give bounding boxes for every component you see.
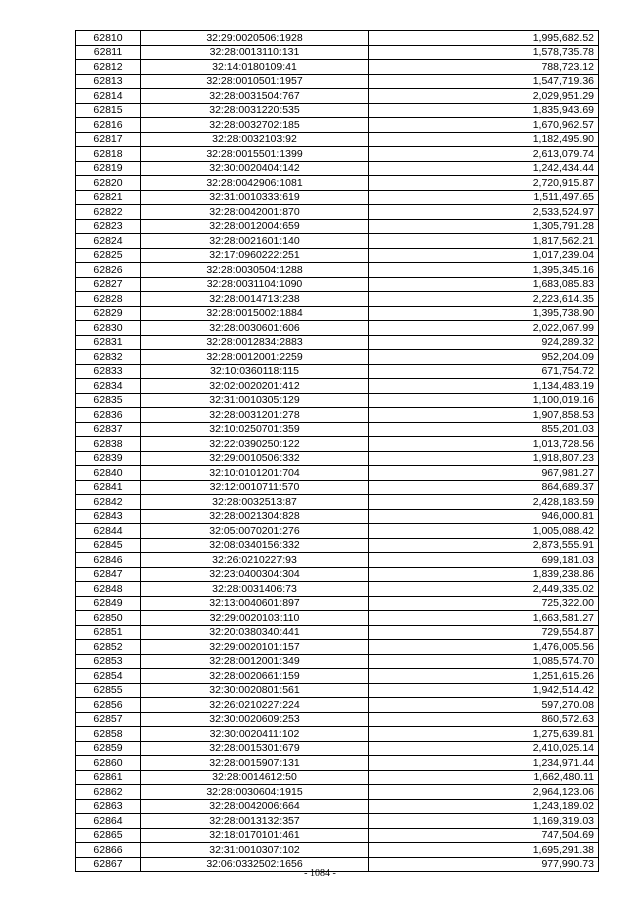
row-number-cell: 62820 <box>76 176 141 191</box>
cadastral-number-cell: 32:05:0070201:276 <box>141 524 369 539</box>
amount-cell: 952,204.09 <box>369 350 599 365</box>
cadastral-number-cell: 32:29:0020101:157 <box>141 640 369 655</box>
row-number-cell: 62834 <box>76 379 141 394</box>
cadastral-number-cell: 32:31:0010333:619 <box>141 190 369 205</box>
table-row <box>76 292 599 307</box>
amount-cell: 1,578,735.78 <box>369 45 599 60</box>
row-number-cell: 62811 <box>76 45 141 60</box>
amount-cell: 1,547,719.36 <box>369 74 599 89</box>
table-row <box>76 190 599 205</box>
cadastral-number-cell: 32:29:0020103:110 <box>141 611 369 626</box>
row-number-cell: 62835 <box>76 393 141 408</box>
cadastral-number-cell: 32:28:0012004:659 <box>141 219 369 234</box>
cadastral-number-cell: 32:02:0020201:412 <box>141 379 369 394</box>
row-number-cell: 62817 <box>76 132 141 147</box>
cadastral-number-cell: 32:10:0360118:115 <box>141 364 369 379</box>
amount-cell: 864,689.37 <box>369 480 599 495</box>
cadastral-number-cell: 32:29:0010506:332 <box>141 451 369 466</box>
table-body <box>76 31 599 872</box>
cadastral-number-cell: 32:06:0332502:1656 <box>141 857 369 872</box>
cadastral-number-cell: 32:08:0340156:332 <box>141 538 369 553</box>
cadastral-number-cell: 32:28:0015907:131 <box>141 756 369 771</box>
row-number-cell: 62840 <box>76 466 141 481</box>
table-row <box>76 350 599 365</box>
row-number-cell: 62850 <box>76 611 141 626</box>
amount-cell: 699,181.03 <box>369 553 599 568</box>
cadastral-number-cell: 32:31:0010307:102 <box>141 843 369 858</box>
cadastral-number-cell: 32:28:0015301:679 <box>141 741 369 756</box>
amount-cell: 2,223,614.35 <box>369 292 599 307</box>
table-row <box>76 234 599 249</box>
cadastral-number-cell: 32:28:0030504:1288 <box>141 263 369 278</box>
table-row <box>76 31 599 46</box>
amount-cell: 1,005,088.42 <box>369 524 599 539</box>
cadastral-number-cell: 32:30:0020404:142 <box>141 161 369 176</box>
cadastral-number-cell: 32:22:0390250:122 <box>141 437 369 452</box>
table-row <box>76 132 599 147</box>
cadastral-number-cell: 32:28:0020661:159 <box>141 669 369 684</box>
row-number-cell: 62815 <box>76 103 141 118</box>
cadastral-number-cell: 32:28:0032702:185 <box>141 118 369 133</box>
cadastral-number-cell: 32:30:0020609:253 <box>141 712 369 727</box>
cadastral-number-cell: 32:28:0032513:87 <box>141 495 369 510</box>
table-row <box>76 524 599 539</box>
table-row <box>76 611 599 626</box>
row-number-cell: 62829 <box>76 306 141 321</box>
amount-cell: 1,134,483.19 <box>369 379 599 394</box>
amount-cell: 946,000.81 <box>369 509 599 524</box>
table-row <box>76 335 599 350</box>
row-number-cell: 62847 <box>76 567 141 582</box>
amount-cell: 788,723.12 <box>369 60 599 75</box>
table-row <box>76 596 599 611</box>
table-row <box>76 654 599 669</box>
cadastral-number-cell: 32:28:0030601:606 <box>141 321 369 336</box>
row-number-cell: 62813 <box>76 74 141 89</box>
amount-cell: 2,720,915.87 <box>369 176 599 191</box>
amount-cell: 1,835,943.69 <box>369 103 599 118</box>
cadastral-number-cell: 32:28:0031201:278 <box>141 408 369 423</box>
amount-cell: 1,305,791.28 <box>369 219 599 234</box>
row-number-cell: 62858 <box>76 727 141 742</box>
amount-cell: 977,990.73 <box>369 857 599 872</box>
amount-cell: 1,100,019.16 <box>369 393 599 408</box>
amount-cell: 2,873,555.91 <box>369 538 599 553</box>
amount-cell: 1,662,480.11 <box>369 770 599 785</box>
row-number-cell: 62856 <box>76 698 141 713</box>
amount-cell: 597,270.08 <box>369 698 599 713</box>
amount-cell: 1,995,682.52 <box>369 31 599 46</box>
row-number-cell: 62867 <box>76 857 141 872</box>
row-number-cell: 62849 <box>76 596 141 611</box>
row-number-cell: 62827 <box>76 277 141 292</box>
cadastral-number-cell: 32:28:0031504:767 <box>141 89 369 104</box>
row-number-cell: 62857 <box>76 712 141 727</box>
cadastral-number-cell: 32:28:0031406:73 <box>141 582 369 597</box>
cadastral-number-cell: 32:26:0210227:224 <box>141 698 369 713</box>
cadastral-number-cell: 32:28:0030604:1915 <box>141 785 369 800</box>
row-number-cell: 62864 <box>76 814 141 829</box>
cadastral-number-cell: 32:28:0042006:664 <box>141 799 369 814</box>
row-number-cell: 62842 <box>76 495 141 510</box>
row-number-cell: 62825 <box>76 248 141 263</box>
row-number-cell: 62866 <box>76 843 141 858</box>
cadastral-number-cell: 32:30:0020411:102 <box>141 727 369 742</box>
table-row <box>76 814 599 829</box>
row-number-cell: 62819 <box>76 161 141 176</box>
amount-cell: 2,533,524.97 <box>369 205 599 220</box>
table-row <box>76 118 599 133</box>
amount-cell: 855,201.03 <box>369 422 599 437</box>
cadastral-number-cell: 32:20:0380340:441 <box>141 625 369 640</box>
amount-cell: 1,395,738.90 <box>369 306 599 321</box>
table-row <box>76 408 599 423</box>
amount-cell: 1,275,639.81 <box>369 727 599 742</box>
table-row <box>76 321 599 336</box>
amount-cell: 2,022,067.99 <box>369 321 599 336</box>
row-number-cell: 62844 <box>76 524 141 539</box>
table-row <box>76 364 599 379</box>
cadastral-number-cell: 32:28:0042001:870 <box>141 205 369 220</box>
cadastral-number-cell: 32:28:0014713:238 <box>141 292 369 307</box>
amount-cell: 1,085,574.70 <box>369 654 599 669</box>
row-number-cell: 62853 <box>76 654 141 669</box>
cadastral-number-cell: 32:10:0101201:704 <box>141 466 369 481</box>
amount-cell: 1,243,189.02 <box>369 799 599 814</box>
amount-cell: 1,817,562.21 <box>369 234 599 249</box>
cadastral-number-cell: 32:13:0040601:897 <box>141 596 369 611</box>
table-row <box>76 828 599 843</box>
row-number-cell: 62832 <box>76 350 141 365</box>
table-row <box>76 60 599 75</box>
row-number-cell: 62862 <box>76 785 141 800</box>
amount-cell: 1,169,319.03 <box>369 814 599 829</box>
row-number-cell: 62863 <box>76 799 141 814</box>
table-row <box>76 161 599 176</box>
table-row <box>76 495 599 510</box>
table-row <box>76 538 599 553</box>
table-row <box>76 147 599 162</box>
row-number-cell: 62851 <box>76 625 141 640</box>
row-number-cell: 62852 <box>76 640 141 655</box>
table-row <box>76 567 599 582</box>
row-number-cell: 62814 <box>76 89 141 104</box>
row-number-cell: 62821 <box>76 190 141 205</box>
row-number-cell: 62828 <box>76 292 141 307</box>
row-number-cell: 62823 <box>76 219 141 234</box>
amount-cell: 1,017,239.04 <box>369 248 599 263</box>
cadastral-number-cell: 32:28:0012001:2259 <box>141 350 369 365</box>
table-row <box>76 640 599 655</box>
table-row <box>76 219 599 234</box>
table-row <box>76 669 599 684</box>
amount-cell: 1,251,615.26 <box>369 669 599 684</box>
table-row <box>76 45 599 60</box>
amount-cell: 1,182,495.90 <box>369 132 599 147</box>
data-table <box>75 30 599 872</box>
amount-cell: 1,395,345.16 <box>369 263 599 278</box>
row-number-cell: 62848 <box>76 582 141 597</box>
amount-cell: 2,964,123.06 <box>369 785 599 800</box>
cadastral-number-cell: 32:17:0960222:251 <box>141 248 369 263</box>
table-row <box>76 263 599 278</box>
amount-cell: 860,572.63 <box>369 712 599 727</box>
row-number-cell: 62822 <box>76 205 141 220</box>
table-row <box>76 89 599 104</box>
table-row <box>76 451 599 466</box>
row-number-cell: 62833 <box>76 364 141 379</box>
table-row <box>76 698 599 713</box>
amount-cell: 1,839,238.86 <box>369 567 599 582</box>
cadastral-number-cell: 32:28:0021601:140 <box>141 234 369 249</box>
row-number-cell: 62812 <box>76 60 141 75</box>
cadastral-number-cell: 32:30:0020801:561 <box>141 683 369 698</box>
cadastral-number-cell: 32:29:0020506:1928 <box>141 31 369 46</box>
table-row <box>76 103 599 118</box>
amount-cell: 2,449,335.02 <box>369 582 599 597</box>
cadastral-number-cell: 32:28:0012834:2883 <box>141 335 369 350</box>
table-row <box>76 509 599 524</box>
row-number-cell: 62838 <box>76 437 141 452</box>
table-row <box>76 466 599 481</box>
table-row <box>76 683 599 698</box>
amount-cell: 1,907,858.53 <box>369 408 599 423</box>
row-number-cell: 62810 <box>76 31 141 46</box>
amount-cell: 1,683,085.83 <box>369 277 599 292</box>
table-row <box>76 741 599 756</box>
page-number: - 1084 - <box>304 868 336 879</box>
cadastral-number-cell: 32:31:0010305:129 <box>141 393 369 408</box>
amount-cell: 2,410,025.14 <box>369 741 599 756</box>
amount-cell: 2,613,079.74 <box>369 147 599 162</box>
row-number-cell: 62845 <box>76 538 141 553</box>
amount-cell: 729,554.87 <box>369 625 599 640</box>
cadastral-number-cell: 32:26:0210227:93 <box>141 553 369 568</box>
table-row <box>76 785 599 800</box>
cadastral-number-cell: 32:28:0015002:1884 <box>141 306 369 321</box>
row-number-cell: 62859 <box>76 741 141 756</box>
table-row <box>76 176 599 191</box>
row-number-cell: 62826 <box>76 263 141 278</box>
amount-cell: 1,663,581.27 <box>369 611 599 626</box>
cadastral-number-cell: 32:14:0180109:41 <box>141 60 369 75</box>
cadastral-number-cell: 32:28:0031104:1090 <box>141 277 369 292</box>
cadastral-number-cell: 32:28:0010501:1957 <box>141 74 369 89</box>
cadastral-number-cell: 32:28:0042906:1081 <box>141 176 369 191</box>
table-row <box>76 770 599 785</box>
cadastral-number-cell: 32:23:0400304:304 <box>141 567 369 582</box>
table-row <box>76 306 599 321</box>
amount-cell: 1,234,971.44 <box>369 756 599 771</box>
row-number-cell: 62854 <box>76 669 141 684</box>
amount-cell: 725,322.00 <box>369 596 599 611</box>
amount-cell: 2,029,951.29 <box>369 89 599 104</box>
amount-cell: 1,476,005.56 <box>369 640 599 655</box>
row-number-cell: 62837 <box>76 422 141 437</box>
table-row <box>76 582 599 597</box>
table-row <box>76 756 599 771</box>
amount-cell: 2,428,183.59 <box>369 495 599 510</box>
row-number-cell: 62839 <box>76 451 141 466</box>
table-row <box>76 480 599 495</box>
cadastral-number-cell: 32:12:0010711:570 <box>141 480 369 495</box>
table-row <box>76 799 599 814</box>
row-number-cell: 62841 <box>76 480 141 495</box>
cadastral-number-cell: 32:18:0170101:461 <box>141 828 369 843</box>
table-row <box>76 712 599 727</box>
row-number-cell: 62816 <box>76 118 141 133</box>
table-row <box>76 205 599 220</box>
row-number-cell: 62824 <box>76 234 141 249</box>
row-number-cell: 62843 <box>76 509 141 524</box>
table-row <box>76 277 599 292</box>
row-number-cell: 62861 <box>76 770 141 785</box>
cadastral-number-cell: 32:28:0015501:1399 <box>141 147 369 162</box>
table-row <box>76 74 599 89</box>
amount-cell: 924,289.32 <box>369 335 599 350</box>
row-number-cell: 62860 <box>76 756 141 771</box>
row-number-cell: 62855 <box>76 683 141 698</box>
amount-cell: 1,511,497.65 <box>369 190 599 205</box>
table-row <box>76 437 599 452</box>
cadastral-number-cell: 32:28:0021304:828 <box>141 509 369 524</box>
amount-cell: 671,754.72 <box>369 364 599 379</box>
table-row <box>76 248 599 263</box>
row-number-cell: 62846 <box>76 553 141 568</box>
amount-cell: 1,942,514.42 <box>369 683 599 698</box>
amount-cell: 1,013,728.56 <box>369 437 599 452</box>
amount-cell: 1,695,291.38 <box>369 843 599 858</box>
amount-cell: 1,918,807.23 <box>369 451 599 466</box>
row-number-cell: 62831 <box>76 335 141 350</box>
cadastral-number-cell: 32:10:0250701:359 <box>141 422 369 437</box>
cadastral-number-cell: 32:28:0012001:349 <box>141 654 369 669</box>
table-row <box>76 553 599 568</box>
row-number-cell: 62865 <box>76 828 141 843</box>
table-row <box>76 727 599 742</box>
table-row <box>76 422 599 437</box>
table-row <box>76 625 599 640</box>
cadastral-number-cell: 32:28:0013110:131 <box>141 45 369 60</box>
cadastral-number-cell: 32:28:0013132:357 <box>141 814 369 829</box>
cadastral-number-cell: 32:28:0031220:535 <box>141 103 369 118</box>
row-number-cell: 62836 <box>76 408 141 423</box>
amount-cell: 747,504.69 <box>369 828 599 843</box>
table-row <box>76 843 599 858</box>
amount-cell: 1,670,962.57 <box>369 118 599 133</box>
amount-cell: 967,981.27 <box>369 466 599 481</box>
table-row <box>76 379 599 394</box>
cadastral-number-cell: 32:28:0014612:50 <box>141 770 369 785</box>
cadastral-number-cell: 32:28:0032103:92 <box>141 132 369 147</box>
amount-cell: 1,242,434.44 <box>369 161 599 176</box>
table-row <box>76 393 599 408</box>
row-number-cell: 62818 <box>76 147 141 162</box>
row-number-cell: 62830 <box>76 321 141 336</box>
